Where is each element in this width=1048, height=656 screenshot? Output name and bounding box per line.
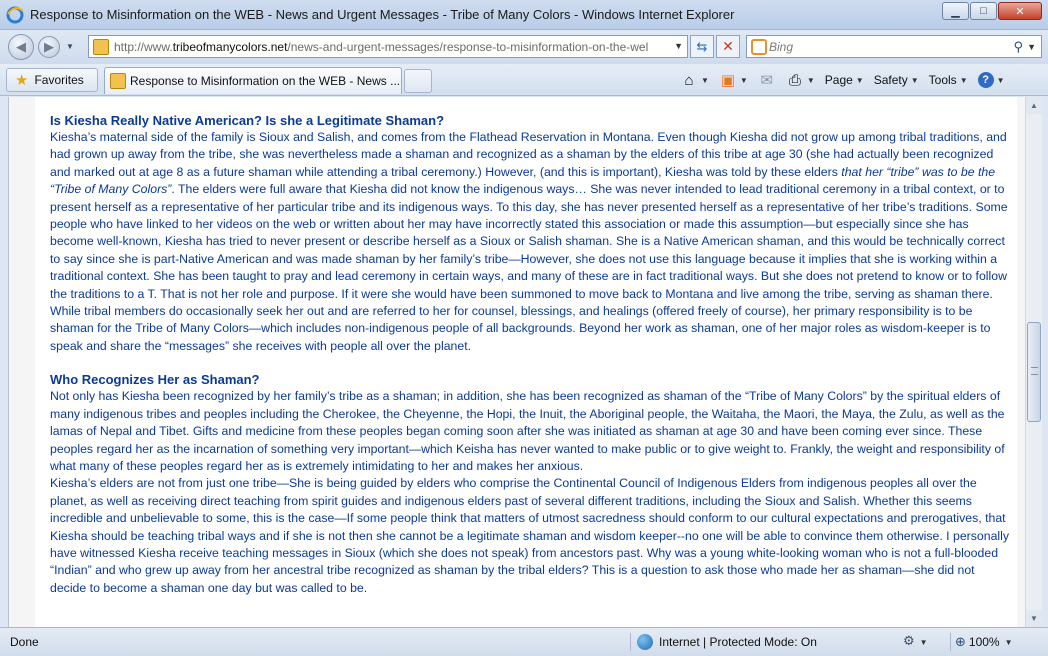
tab-label: Response to Misinformation on the WEB - News ... [130, 74, 401, 88]
printer-icon: ⎙ [788, 71, 801, 89]
gear-icon: ⚙ [903, 633, 915, 648]
zoom-level: 100% [968, 635, 1000, 649]
print-button[interactable]: ⎙ ▼ [786, 71, 815, 89]
minimize-button[interactable]: ▁ [942, 2, 969, 20]
status-bar [0, 627, 1048, 656]
back-arrow-icon: ◀ [16, 39, 26, 54]
home-icon: ⌂ [684, 71, 694, 89]
page-viewport [8, 97, 1032, 627]
section-heading-legitimate-shaman: Is Kiesha Really Native American? Is she a Legitimate Shaman? [50, 113, 445, 128]
scroll-up-button[interactable]: ▲ [1026, 97, 1042, 114]
close-button[interactable]: ✕ [998, 2, 1042, 20]
rss-icon: ▣ [720, 72, 736, 89]
forward-button[interactable] [38, 36, 60, 58]
security-zone[interactable] [630, 633, 817, 651]
recent-pages-dropdown[interactable]: ▼ [66, 42, 74, 51]
scroll-thumb[interactable] [1027, 322, 1041, 422]
new-tab-button[interactable] [404, 69, 432, 93]
tab-favicon-icon [110, 73, 126, 89]
zone-label: Internet | Protected Mode: On [659, 635, 817, 649]
read-mail-button[interactable] [758, 71, 776, 89]
help-icon: ? [978, 72, 994, 88]
tab-bar [0, 64, 1048, 96]
navigation-bar [0, 30, 1048, 64]
forward-arrow-icon: ▶ [44, 39, 54, 54]
globe-icon [637, 634, 653, 650]
zoom-icon: ⊕ [955, 634, 966, 649]
magnifier-icon[interactable]: ⚲ [1013, 39, 1023, 54]
scroll-down-button[interactable]: ▼ [1026, 610, 1042, 627]
paragraph-elders: Kiesha’s elders are not from just one tribe—She is being guided by elders who comprise the Continental Council of Indigenous Elders from indigenous peoples all over the planet, as well as receiving direct teaching from spirit guides and indigenous elders past of several different traditions, including the Sioux and Salish. Whether this seems incredible and unbelievable to some, this is the case—If some people think that matters of utmost sacredness should conform to our cultural expectations and prerogatives, that Kiesha should be teaching tribal ways and if she is not then she cannot be a legitimate shaman and wisdom keeper--no one will be able to convince them otherwise. I personally have witnessed Kiesha receive teaching messages in Sioux (which she does not speak) from ancestors past. Why was a young white-looking woman who is not a full-blooded “Indian” and who grew up away from her ancestral tribe recognized as shaman by the tribal elders? This is a question to ask those who made her as shaman—she did not decide to become a shaman one day but was called to be. [50, 476, 1010, 595]
zoom-control[interactable]: ⊕ 100% ▼ [950, 633, 1013, 651]
search-placeholder[interactable]: Bing [769, 40, 794, 54]
address-dropdown-icon[interactable]: ▼ [674, 41, 683, 51]
refresh-button[interactable] [690, 35, 714, 58]
favorites-button[interactable] [6, 68, 98, 92]
safety-menu[interactable]: Safety ▼ [873, 73, 919, 87]
command-bar [680, 68, 1015, 92]
bing-logo-icon [751, 39, 767, 55]
stop-button[interactable] [716, 35, 740, 58]
search-box[interactable] [746, 35, 1042, 58]
maximize-button[interactable]: □ [970, 2, 997, 20]
title-bar [0, 0, 1048, 30]
article [50, 112, 1014, 597]
ie-logo-icon [6, 6, 24, 24]
page-body [35, 97, 1017, 627]
feeds-button[interactable]: ▣ ▼ [720, 72, 748, 89]
popup-blocker-button[interactable]: ⚙ ▼ [903, 633, 928, 648]
favorites-label: Favorites [34, 73, 84, 87]
window-title: Response to Misinformation on the WEB - News and Urgent Messages - Tribe of Many Colors - Windows Internet Explorer [30, 7, 735, 22]
tools-menu[interactable]: Tools ▼ [928, 73, 968, 87]
stop-icon: ✕ [722, 38, 734, 54]
paragraph-recognition: Not only has Kiesha been recognized by her family’s tribe as a shaman; in addition, she has been recognized as shaman of the “Tribe of Many Colors” by the spiritual elders of many indigenous tribes and peoples including the Cherokee, the Cheyenne, the Hopi, the Inuit, the Aboriginal people, the Waitaha, the Maori, the Maya, the Zulu, as well as the lamas of Nepal and Tibet. Gifts and medicine from these peoples began coming soon after she was initiated as shaman at age 30 and have been coming ever since. These peoples regard her as the incarnation of something very important—which Keisha has never wanted to make public or to give weight to. Frankly, the weight and responsibility of what many of these peoples regard her as is extremely intimidating to her and makes her anxious. [50, 389, 1005, 473]
section-heading-who-recognizes: Who Recognizes Her as Shaman? [50, 372, 260, 388]
home-button[interactable]: ⌂ ▼ [680, 71, 709, 89]
vertical-scrollbar[interactable] [1025, 97, 1042, 627]
status-text: Done [10, 635, 39, 649]
tab-active[interactable] [104, 67, 402, 94]
search-options-dropdown-icon[interactable]: ▼ [1027, 42, 1036, 52]
help-menu[interactable]: ? ▼ [978, 72, 1005, 88]
site-favicon-icon [93, 39, 109, 55]
page-menu[interactable]: Page ▼ [824, 73, 864, 87]
mail-icon: ✉ [760, 72, 774, 89]
star-icon: ★ [15, 72, 29, 89]
url-text[interactable]: http://www.tribeofmanycolors.net/news-and-urgent-messages/response-to-misinformation-on-the-wel [114, 40, 649, 54]
refresh-icon: ⇆ [696, 38, 708, 54]
address-bar[interactable] [88, 35, 688, 58]
back-button[interactable] [8, 34, 34, 60]
window-controls [941, 2, 1042, 20]
paragraph-heritage: Kiesha’s maternal side of the family is Sioux and Salish, and comes from the Flathead Reservation in Montana. Even though Kiesha did not grow up among tribal traditions, and had grown up away from the tribe, she was nevertheless made a shaman and recognized as a shaman by the elders of this tribe at age 30 (she had actually been recognized and marked out at age 8 as a future shaman while attending a tribal ceremony.) However, (and this is important), Kiesha was told by these elders that her “tribe” was to be the “Tribe of Many Colors”. The elders were full aware that Kiesha did not know the indigenous ways… She was never intended to lead traditional ceremony in a tribal context, or to present herself as a representative of her particular tribe and its indigenous ways. To this day, she has never presented herself as a representative of her tribe’s traditions. Some people who have linked to her videos on the web or written about her may have incorrectly stated this association or made this assumption—but especially since she has become well-known, Kiesha has tried to never present or describe herself as a Sioux or Salish shaman. She is a Native American shaman, and this would be technically correct to say since she is part-Native American and was made shaman by her family’s tribe—However, she does not use this language because it implies that she is working within a traditional context. She has been taught to pray and lead ceremony in certain ways, and many of these are in fact traditional ways. But she does not pretend to know or to follow the traditions to a T. That is not her role and purpose. If it were she would have been summoned to move back to Montana and live among the tribe, serving as shaman there. While tribal members do occasionally seek her out and are referred to her for counsel, blessings, and healings (offered freely of course), her primary responsibility is to be shaman for the Tribe of Many Colors—which includes non-indigenous people of all backgrounds. Beyond her work as shaman, one of her major roles as wisdom-keeper is to speak and share the “messages” she receives with people all over the planet. [50, 130, 1008, 353]
